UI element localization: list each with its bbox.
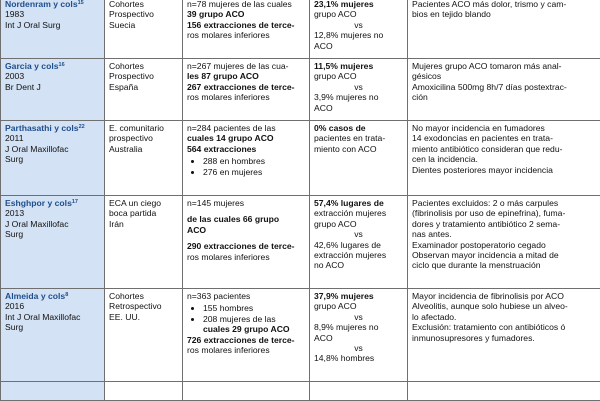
year: 2013 (5, 208, 100, 218)
list-item: • 276 en mujeres (203, 167, 305, 177)
journal: Int J Oral Maxillofac (5, 312, 100, 322)
result-cell: 57,4% lugares de extracción mujeres grupo ACO vs 42,6% lugares de extracción mujeres no ACO (310, 196, 408, 289)
notes-cell: Pacientes ACO más dolor, trismo y cam- bios en tejido blando (408, 0, 600, 59)
notes-cell: Pacientes excluidos: 2 o más carpules (fibrinolisis por uso de epinefrina), fuma- dores y tratamiento antibiótico 2 sema- nas antes. Examinador postoperatorio cegado Observan mayor incidencia a mitad de ciclo que durante la menstruación (408, 196, 600, 289)
year: 2016 (5, 301, 100, 311)
design-cell: ECA un ciego boca partida Irán (105, 196, 183, 289)
design-cell: Cohortes Retrospectivo EE. UU. (105, 289, 183, 382)
list-item: • 208 mujeres de las cuales 29 grupo ACO (203, 314, 305, 335)
journal: Br Dent J (5, 82, 100, 92)
list-item: • 155 hombres (203, 303, 305, 313)
table-row (1, 59, 600, 121)
table-row (1, 0, 600, 59)
sample-cell: n=284 pacientes de las cuales 14 grupo ACO 564 extracciones • 288 en hombres • 276 en mujeres (183, 121, 310, 196)
list-item: • 288 en hombres (203, 156, 305, 166)
author-cell (1, 59, 105, 121)
table-row (1, 121, 600, 196)
reference-number: 15 (78, 0, 84, 6)
result-cell: 0% casos de pacientes en trata- miento con ACO (310, 121, 408, 196)
sample-cell: n=363 pacientes • 155 hombres • 208 mujeres de las cuales 29 grupo ACO 726 extracciones de terce- ros molares inferiores (183, 289, 310, 382)
result-cell: 37,9% mujeres grupo ACO vs 8,9% mujeres no ACO vs 14,8% hombres (310, 289, 408, 382)
design-cell: Cohortes Prospectivo Suecia (105, 0, 183, 59)
design-cell: Cohortes Prospectivo España (105, 59, 183, 121)
result-cell: 23,1% mujeres grupo ACO vs 12,8% mujeres no ACO (310, 0, 408, 59)
journal: Int J Oral Surg (5, 20, 100, 30)
author-name: Parthasathi y cols (5, 123, 79, 133)
author-cell: Almeida y cols$^8$ 2016 Int J Oral Maxillofac Surg (1, 289, 105, 382)
author-name: Garcia y cols (5, 61, 59, 71)
sample-breakdown (187, 156, 305, 177)
author-cell (1, 0, 105, 59)
reference-number: 22 (79, 124, 85, 130)
design-cell: E. comunitario prospectivo Australia (105, 121, 183, 196)
author-cell: Parthasathi y cols$^{22}$ 2011 J Oral Maxillofac Surg (1, 121, 105, 196)
notes-cell: Mayor incidencia de fibrinolisis por ACO Alveolitis, aunque solo hubiese un alveo- lo afectado. Exclusión: tratamiento con antibióticos ó inmunosupresores y fumadores. (408, 289, 600, 382)
journal: J Oral Maxillofac (5, 219, 100, 229)
year: 1983 (5, 9, 100, 19)
notes-cell: Mujeres grupo ACO tomaron más anal- gésicos Amoxicilina 500mg 8h/7 días postextrac- ción (408, 59, 600, 121)
reference-number: 8 (65, 292, 68, 298)
sample-cell: n=267 mujeres de las cua- les 87 grupo ACO 267 extracciones de terce- ros molares inferiores (183, 59, 310, 121)
author-name: Nordenram y cols (5, 0, 78, 9)
result-cell (310, 382, 408, 401)
journal: J Oral Maxillofac (5, 144, 100, 154)
sample-cell: n=78 mujeres de las cuales 39 grupo ACO 156 extracciones de terce- ros molares inferiores (183, 0, 310, 59)
reference-number: 17 (72, 199, 78, 205)
table-row (1, 196, 600, 289)
author-name: Eshghpor y cols (5, 198, 72, 208)
sample-cell: n=145 mujeres de las cuales 66 grupo ACO 290 extracciones de terce- ros molares inferiores (183, 196, 310, 289)
sample-cell (183, 382, 310, 401)
design-cell (105, 382, 183, 401)
table-row (1, 382, 600, 401)
notes-cell (408, 382, 600, 401)
result-cell: 11,5% mujeres grupo ACO vs 3,9% mujeres no ACO (310, 59, 408, 121)
author-name: Almeida y cols (5, 291, 65, 301)
notes-cell: No mayor incidencia en fumadores 14 exodoncias en pacientes en trata- miento antibiótico consideran que redu- cen la incidencia. Dientes posteriores mayor incidencia (408, 121, 600, 196)
reference-number: 16 (59, 62, 65, 68)
sample-breakdown (187, 303, 305, 334)
table-row (1, 289, 600, 382)
author-cell: Eshghpor y cols$^{17}$ 2013 J Oral Maxillofac Surg (1, 196, 105, 289)
year: 2003 (5, 71, 100, 81)
year: 2011 (5, 133, 100, 143)
author-cell (1, 382, 105, 401)
